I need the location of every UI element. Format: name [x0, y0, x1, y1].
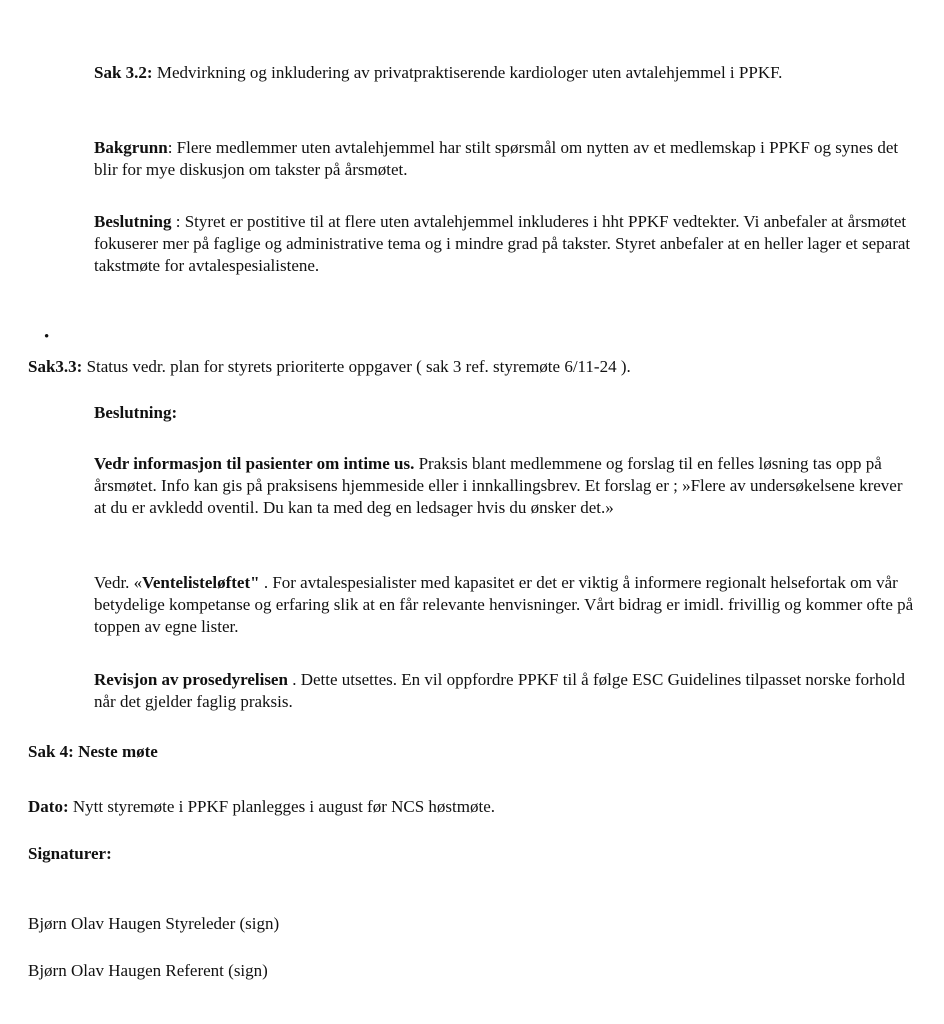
bakgrunn-text: : Flere medlemmer uten avtalehjemmel har stilt spørsmål om nytten av et medlemskap i PPKF og synes det blir for mye diskusjon om takster på årsmøtet. [94, 138, 899, 179]
bakgrunn-paragraph [94, 137, 914, 181]
bakgrunn-label: Bakgrunn [94, 138, 168, 157]
sak-3-2-heading: Sak 3.2: [94, 63, 153, 82]
sak-3-3-text: Status vedr. plan for styrets prioriterte oppgaver ( sak 3 ref. styremøte 6/11-24 ). [82, 357, 631, 376]
signature-line: Bjørn Olav Haugen Referent (sign) [28, 961, 268, 980]
signaturer-heading: Signaturer: [28, 844, 112, 863]
ventelist-label-prefix: Vedr. « [94, 573, 143, 592]
revisjon-text: . Dette utsettes. En vil oppfordre PPKF til å følge ESC Guidelines tilpasset norske forhold når det gjelder faglig praksis. [94, 670, 906, 711]
revisjon-label: Revisjon av prosedyrelisen [94, 670, 288, 689]
sak-3-3-heading: Sak3.3: [28, 357, 83, 376]
sak-3-3-paragraph [28, 356, 908, 378]
ventelist-label: Ventelisteløftet" [142, 573, 260, 592]
beslutning-label: Beslutning [94, 212, 172, 231]
informasjon-label: Vedr informasjon til pasienter om intime us. [94, 454, 415, 473]
dato-paragraph [28, 796, 908, 818]
bullet-point: • [44, 329, 50, 345]
dato-text: Nytt styremøte i PPKF planlegges i august før NCS høstmøte. [68, 797, 496, 816]
beslutning-paragraph [94, 211, 914, 277]
revisjon-paragraph [94, 669, 914, 713]
dato-label: Dato: [28, 797, 69, 816]
sak-4-heading: Sak 4: Neste møte [28, 742, 158, 761]
beslutning-heading: Beslutning: [94, 403, 178, 422]
informasjon-paragraph [94, 453, 914, 519]
beslutning-text: : Styret er postitive til at flere uten avtalehjemmel inkluderes i hht PPKF vedtekter. Vi anbefaler at årsmøtet fokuserer mer på faglige og administrative tema og i mindre grad på takster. Styret anbefaler at en heller lager et separat takstmøte for avtalespesialistene. [94, 212, 911, 275]
sak-3-2-text: Medvirkning og inkludering av privatpraktiserende kardiologer uten avtalehjemmel i PPKF. [152, 63, 783, 82]
ventelist-text: . For avtalespesialister med kapasitet er det er viktig å informere regionalt helsefortak om vår betydelige kompetanse og erfaring slik at en får relevante henvisninger. Vårt bidrag er imidl. frivillig og kommer ofte på toppen av egne lister. [94, 573, 914, 636]
sak-3-2-paragraph [94, 62, 914, 84]
signature-line: Bjørn Olav Haugen Styreleder (sign) [28, 914, 280, 933]
informasjon-text: Praksis blant medlemmene og forslag til en felles løsning tas opp på årsmøtet. Info kan gis på praksisens hjemmeside eller i innkallingsbrev. Et forslag er ; »Flere av undersøkelsene krever at du er avkledd oventil. Du kan ta med deg en ledsager hvis du ønsker det.» [94, 454, 903, 517]
ventelist-paragraph [94, 572, 914, 638]
